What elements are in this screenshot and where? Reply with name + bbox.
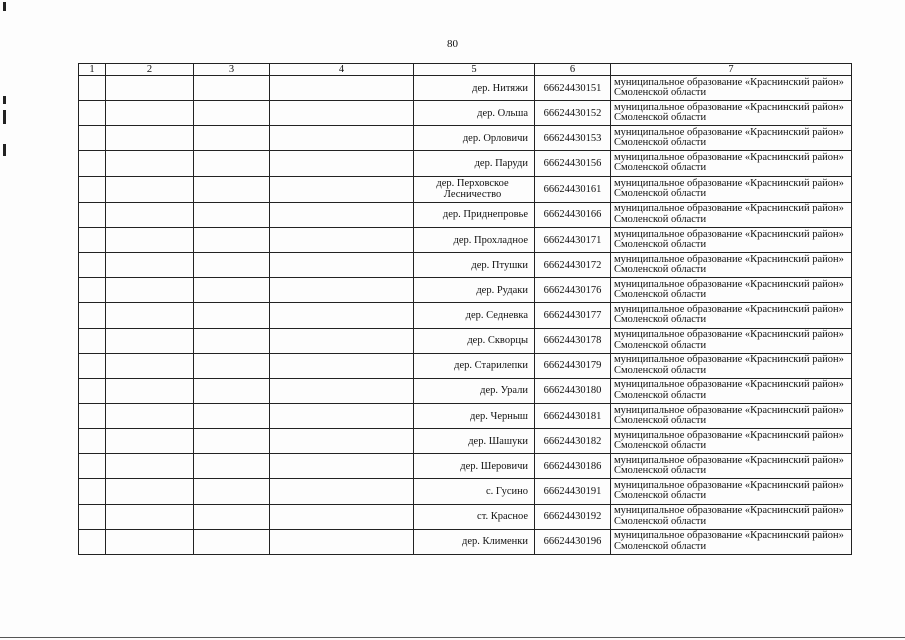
empty-cell xyxy=(194,278,270,303)
empty-cell xyxy=(106,227,194,252)
municipality-line-1: муниципальное образование «Краснинский район» xyxy=(614,429,844,441)
empty-cell xyxy=(106,529,194,554)
oktmo-code-cell: 66624430156 xyxy=(535,151,611,176)
empty-cell xyxy=(270,504,414,529)
municipality-line-1: муниципальное образование «Краснинский район» xyxy=(614,329,844,341)
settlement-name-cell: дер. Скворцы xyxy=(414,328,535,353)
empty-cell xyxy=(194,253,270,278)
empty-cell xyxy=(270,328,414,353)
settlement-name-cell: дер. Приднепровье xyxy=(414,202,535,227)
table-row xyxy=(79,227,852,252)
page-number: 80 xyxy=(447,38,458,50)
municipality-cell xyxy=(611,126,852,151)
column-header: 5 xyxy=(414,64,535,76)
oktmo-code-cell: 66624430192 xyxy=(535,504,611,529)
settlement-name-cell: дер. Перховское Лесничество xyxy=(414,176,535,202)
oktmo-code-cell: 66624430153 xyxy=(535,126,611,151)
empty-cell xyxy=(194,429,270,454)
table-row xyxy=(79,378,852,403)
municipality-cell xyxy=(611,303,852,328)
municipality-cell xyxy=(611,151,852,176)
municipality-cell xyxy=(611,227,852,252)
municipality-line-2: Смоленской области xyxy=(614,339,707,351)
municipality-line-1: муниципальное образование «Краснинский район» xyxy=(614,379,844,391)
empty-cell xyxy=(106,504,194,529)
empty-cell xyxy=(106,151,194,176)
empty-cell xyxy=(194,176,270,202)
oktmo-code-cell: 66624430176 xyxy=(535,278,611,303)
empty-cell xyxy=(79,378,106,403)
settlement-name-cell: дер. Ольша xyxy=(414,101,535,126)
empty-cell xyxy=(270,303,414,328)
empty-cell xyxy=(79,278,106,303)
empty-cell xyxy=(194,202,270,227)
table-row xyxy=(79,126,852,151)
empty-cell xyxy=(79,76,106,101)
municipality-line-1: муниципальное образование «Краснинский район» xyxy=(614,278,844,290)
empty-cell xyxy=(194,454,270,479)
empty-cell xyxy=(270,101,414,126)
municipality-cell xyxy=(611,429,852,454)
empty-cell xyxy=(270,429,414,454)
empty-cell xyxy=(79,101,106,126)
scan-mark xyxy=(3,110,6,124)
settlement-name-cell: с. Гусино xyxy=(414,479,535,504)
empty-cell xyxy=(194,76,270,101)
oktmo-code-cell: 66624430161 xyxy=(535,176,611,202)
municipality-line-2: Смоленской области xyxy=(614,540,707,552)
municipality-cell xyxy=(611,202,852,227)
table-row xyxy=(79,202,852,227)
empty-cell xyxy=(79,176,106,202)
municipality-line-2: Смоленской области xyxy=(614,465,707,477)
empty-cell xyxy=(79,479,106,504)
municipality-line-2: Смоленской области xyxy=(614,415,707,427)
municipality-line-2: Смоленской области xyxy=(614,188,707,200)
municipality-cell xyxy=(611,479,852,504)
municipality-line-1: муниципальное образование «Краснинский район» xyxy=(614,101,844,113)
oktmo-code-cell: 66624430151 xyxy=(535,76,611,101)
municipality-line-2: Смоленской области xyxy=(614,213,707,225)
empty-cell xyxy=(270,479,414,504)
empty-cell xyxy=(106,126,194,151)
oktmo-code-cell: 66624430181 xyxy=(535,403,611,428)
municipality-line-2: Смоленской области xyxy=(614,364,707,376)
table-row xyxy=(79,504,852,529)
empty-cell xyxy=(194,126,270,151)
table-row xyxy=(79,429,852,454)
municipality-line-2: Смоленской области xyxy=(614,389,707,401)
municipality-line-2: Смоленской области xyxy=(614,515,707,527)
settlement-name-cell: дер. Шеровичи xyxy=(414,454,535,479)
municipality-line-2: Смоленской области xyxy=(614,289,707,301)
settlement-name-cell: дер. Шашуки xyxy=(414,429,535,454)
empty-cell xyxy=(194,101,270,126)
table-row xyxy=(79,278,852,303)
scan-mark xyxy=(3,144,6,156)
empty-cell xyxy=(106,278,194,303)
municipality-line-1: муниципальное образование «Краснинский район» xyxy=(614,76,844,88)
municipality-line-1: муниципальное образование «Краснинский район» xyxy=(614,303,844,315)
empty-cell xyxy=(106,429,194,454)
municipality-line-1: муниципальное образование «Краснинский район» xyxy=(614,253,844,265)
oktmo-code-cell: 66624430172 xyxy=(535,253,611,278)
municipality-line-2: Смоленской области xyxy=(614,264,707,276)
empty-cell xyxy=(106,353,194,378)
oktmo-code-cell: 66624430180 xyxy=(535,378,611,403)
column-header: 6 xyxy=(535,64,611,76)
municipality-cell xyxy=(611,529,852,554)
table-row xyxy=(79,454,852,479)
table-row xyxy=(79,353,852,378)
municipality-line-1: муниципальное образование «Краснинский район» xyxy=(614,479,844,491)
settlement-name-cell: дер. Птушки xyxy=(414,253,535,278)
empty-cell xyxy=(270,403,414,428)
column-header: 3 xyxy=(194,64,270,76)
settlement-name-cell: дер. Орловичи xyxy=(414,126,535,151)
table-row xyxy=(79,101,852,126)
municipality-cell xyxy=(611,378,852,403)
oktmo-code-cell: 66624430152 xyxy=(535,101,611,126)
municipality-line-2: Смоленской области xyxy=(614,112,707,124)
empty-cell xyxy=(194,227,270,252)
municipality-cell xyxy=(611,454,852,479)
column-header: 2 xyxy=(106,64,194,76)
empty-cell xyxy=(106,101,194,126)
empty-cell xyxy=(79,126,106,151)
table-row xyxy=(79,303,852,328)
empty-cell xyxy=(194,479,270,504)
oktmo-code-cell: 66624430166 xyxy=(535,202,611,227)
oktmo-code-cell: 66624430179 xyxy=(535,353,611,378)
empty-cell xyxy=(270,378,414,403)
settlement-name-cell: дер. Урали xyxy=(414,378,535,403)
empty-cell xyxy=(106,378,194,403)
municipality-cell xyxy=(611,253,852,278)
table-row xyxy=(79,253,852,278)
municipality-cell xyxy=(611,504,852,529)
empty-cell xyxy=(106,202,194,227)
empty-cell xyxy=(194,328,270,353)
settlement-name-cell: дер. Седневка xyxy=(414,303,535,328)
empty-cell xyxy=(79,353,106,378)
empty-cell xyxy=(79,151,106,176)
empty-cell xyxy=(79,227,106,252)
municipality-cell xyxy=(611,101,852,126)
municipality-line-2: Смоленской области xyxy=(614,239,707,251)
municipality-cell xyxy=(611,176,852,202)
municipality-line-2: Смоленской области xyxy=(614,490,707,502)
municipality-cell xyxy=(611,353,852,378)
empty-cell xyxy=(79,403,106,428)
empty-cell xyxy=(270,76,414,101)
municipality-line-1: муниципальное образование «Краснинский район» xyxy=(614,151,844,163)
oktmo-code-cell: 66624430182 xyxy=(535,429,611,454)
table-row xyxy=(79,176,852,202)
empty-cell xyxy=(270,126,414,151)
empty-cell xyxy=(270,278,414,303)
column-header: 4 xyxy=(270,64,414,76)
municipality-line-2: Смоленской области xyxy=(614,314,707,326)
municipality-line-1: муниципальное образование «Краснинский район» xyxy=(614,505,844,517)
column-header: 1 xyxy=(79,64,106,76)
municipality-line-1: муниципальное образование «Краснинский район» xyxy=(614,354,844,366)
empty-cell xyxy=(106,303,194,328)
oktmo-code-cell: 66624430178 xyxy=(535,328,611,353)
municipality-line-2: Смоленской области xyxy=(614,137,707,149)
oktmo-code-cell: 66624430186 xyxy=(535,454,611,479)
oktmo-code-cell: 66624430171 xyxy=(535,227,611,252)
municipality-line-2: Смоленской области xyxy=(614,162,707,174)
empty-cell xyxy=(194,378,270,403)
municipality-line-2: Смоленской области xyxy=(614,87,707,99)
empty-cell xyxy=(194,353,270,378)
empty-cell xyxy=(79,253,106,278)
empty-cell xyxy=(79,202,106,227)
empty-cell xyxy=(270,353,414,378)
table-row xyxy=(79,529,852,554)
municipality-cell xyxy=(611,403,852,428)
settlement-name-cell: дер. Черныш xyxy=(414,403,535,428)
register-table xyxy=(78,63,852,555)
oktmo-code-cell: 66624430196 xyxy=(535,529,611,554)
empty-cell xyxy=(194,504,270,529)
empty-cell xyxy=(270,151,414,176)
oktmo-code-cell: 66624430177 xyxy=(535,303,611,328)
empty-cell xyxy=(270,176,414,202)
municipality-line-1: муниципальное образование «Краснинский район» xyxy=(614,203,844,215)
table-row xyxy=(79,151,852,176)
table-row xyxy=(79,328,852,353)
empty-cell xyxy=(270,202,414,227)
empty-cell xyxy=(194,529,270,554)
settlement-name-cell: дер. Прохладное xyxy=(414,227,535,252)
oktmo-code-cell: 66624430191 xyxy=(535,479,611,504)
table-row xyxy=(79,403,852,428)
settlement-name-cell: дер. Рудаки xyxy=(414,278,535,303)
empty-cell xyxy=(79,529,106,554)
municipality-line-1: муниципальное образование «Краснинский район» xyxy=(614,530,844,542)
empty-cell xyxy=(106,253,194,278)
scan-edge-line xyxy=(0,637,905,638)
settlement-name-cell: ст. Красное xyxy=(414,504,535,529)
empty-cell xyxy=(79,504,106,529)
municipality-line-1: муниципальное образование «Краснинский район» xyxy=(614,177,844,189)
municipality-cell xyxy=(611,278,852,303)
municipality-cell xyxy=(611,328,852,353)
municipality-line-2: Смоленской области xyxy=(614,440,707,452)
empty-cell xyxy=(270,529,414,554)
settlement-name-cell: дер. Клименки xyxy=(414,529,535,554)
table-row xyxy=(79,76,852,101)
empty-cell xyxy=(194,151,270,176)
empty-cell xyxy=(270,253,414,278)
table-row xyxy=(79,479,852,504)
municipality-cell xyxy=(611,76,852,101)
empty-cell xyxy=(270,227,414,252)
empty-cell xyxy=(194,403,270,428)
settlement-name-cell: дер. Нитяжи xyxy=(414,76,535,101)
empty-cell xyxy=(79,328,106,353)
empty-cell xyxy=(106,403,194,428)
empty-cell xyxy=(79,429,106,454)
settlement-name-cell: дер. Старилепки xyxy=(414,353,535,378)
scan-mark xyxy=(3,96,6,104)
empty-cell xyxy=(270,454,414,479)
municipality-line-1: муниципальное образование «Краснинский район» xyxy=(614,126,844,138)
empty-cell xyxy=(194,303,270,328)
municipality-line-1: муниципальное образование «Краснинский район» xyxy=(614,404,844,416)
column-header: 7 xyxy=(611,64,852,76)
municipality-line-1: муниципальное образование «Краснинский район» xyxy=(614,454,844,466)
municipality-line-1: муниципальное образование «Краснинский район» xyxy=(614,228,844,240)
empty-cell xyxy=(79,454,106,479)
settlement-name-cell: дер. Паруди xyxy=(414,151,535,176)
empty-cell xyxy=(106,176,194,202)
empty-cell xyxy=(106,479,194,504)
scan-mark xyxy=(3,2,6,11)
empty-cell xyxy=(106,454,194,479)
empty-cell xyxy=(106,328,194,353)
table-header-row xyxy=(79,64,852,76)
empty-cell xyxy=(106,76,194,101)
empty-cell xyxy=(79,303,106,328)
